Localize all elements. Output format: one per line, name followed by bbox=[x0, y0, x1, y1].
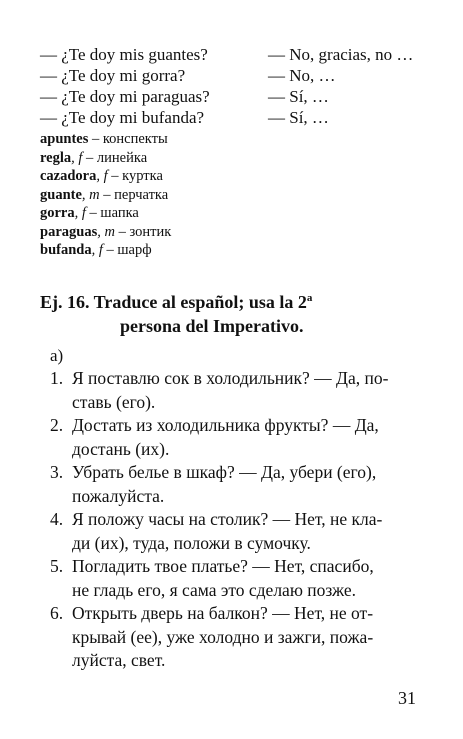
vocabulary-gender: , f bbox=[96, 168, 108, 184]
vocabulary-translation: шарф bbox=[117, 242, 152, 258]
item-text bbox=[72, 367, 420, 414]
vocabulary-translation: шапка bbox=[100, 205, 139, 221]
vocabulary-word: regla bbox=[40, 149, 72, 166]
vocabulary-word: guante bbox=[40, 186, 82, 203]
item-number: 1. bbox=[50, 368, 64, 388]
item-text bbox=[72, 461, 420, 508]
item-number: 2. bbox=[50, 415, 64, 435]
vocabulary-dash: – bbox=[82, 149, 97, 166]
item-text-line: Я поставлю сок в холодильник? — Да, по- bbox=[72, 368, 389, 388]
item-text-line: Открыть дверь на балкон? — Нет, не от- bbox=[72, 603, 374, 623]
vocabulary-translation: линейка bbox=[96, 149, 148, 166]
vocabulary-translation: зонтик bbox=[129, 223, 172, 240]
dialog-question: — ¿Te doy mi bufanda? bbox=[40, 108, 205, 127]
item-text bbox=[72, 414, 420, 461]
vocabulary-gender: , f bbox=[71, 149, 83, 166]
item-number: 5. bbox=[50, 556, 64, 576]
vocabulary-list bbox=[40, 130, 340, 260]
vocabulary-entry bbox=[40, 130, 340, 149]
vocabulary-entry bbox=[40, 204, 340, 223]
exercise-item bbox=[50, 555, 420, 602]
item-number: 6. bbox=[50, 603, 64, 623]
exercise-item bbox=[50, 414, 420, 461]
vocabulary-entry bbox=[40, 241, 340, 260]
item-text-line: Убрать белье в шкаф? — Да, убери (его), bbox=[72, 462, 377, 482]
exercise-item bbox=[50, 508, 420, 555]
item-text-line: крывай (ее), уже холодно и зажги, пожа- bbox=[72, 626, 374, 647]
item-text-line: луйста, свет. bbox=[72, 650, 166, 670]
vocabulary-word: paraguas bbox=[40, 223, 98, 240]
vocabulary-gender: , m bbox=[97, 223, 115, 240]
exercise-item bbox=[50, 367, 420, 414]
dialog-block bbox=[40, 44, 450, 128]
item-text bbox=[72, 508, 420, 555]
exercise-title-line1: Ej. 16. Traduce al español; usa la 2 bbox=[40, 292, 307, 312]
dialog-line bbox=[40, 86, 450, 107]
item-text-line: не гладь его, я сама это сделаю позже. bbox=[72, 579, 356, 600]
part-label: а) bbox=[50, 346, 64, 365]
vocabulary-dash: – bbox=[85, 205, 101, 221]
vocabulary-word: bufanda bbox=[40, 242, 92, 258]
dialog-answer: — No, … bbox=[268, 66, 336, 85]
vocabulary-dash: – bbox=[114, 223, 130, 240]
page-number: 31 bbox=[398, 688, 416, 708]
vocabulary-translation: перчатка bbox=[114, 186, 169, 203]
vocabulary-entry bbox=[40, 149, 340, 168]
vocabulary-word: cazadora bbox=[40, 168, 97, 184]
exercise-title-line2: persona del Imperativo. bbox=[120, 316, 304, 336]
vocabulary-word: gorra bbox=[40, 205, 75, 221]
dialog-line bbox=[40, 44, 450, 65]
dialog-question: — ¿Te doy mi paraguas? bbox=[40, 87, 210, 106]
dialog-line bbox=[40, 65, 450, 86]
exercise-item bbox=[50, 461, 420, 508]
vocabulary-entry bbox=[40, 186, 340, 205]
dialog-question: — ¿Te doy mis guantes? bbox=[40, 45, 208, 64]
item-text bbox=[72, 555, 420, 602]
item-text-line: пожалуйста. bbox=[72, 485, 165, 506]
exercise-title-superscript: a bbox=[306, 292, 313, 304]
item-text-line: Я положу часы на столик? — Нет, не кла- bbox=[72, 509, 383, 529]
vocabulary-gender: , m bbox=[81, 186, 100, 203]
vocabulary-translation: куртка bbox=[122, 168, 163, 184]
vocabulary-entry bbox=[40, 223, 340, 242]
item-number: 4. bbox=[50, 509, 64, 529]
item-text-line: Достать из холодильника фрукты? — Да, bbox=[72, 415, 379, 435]
vocabulary-word: apuntes bbox=[40, 131, 89, 147]
item-text-line: ди (их), туда, положи в сумочку. bbox=[72, 532, 311, 553]
exercise-items bbox=[50, 367, 420, 673]
vocabulary-dash: – bbox=[107, 168, 123, 184]
dialog-question: — ¿Te doy mi gorra? bbox=[40, 66, 186, 85]
item-number: 3. bbox=[50, 462, 64, 482]
vocabulary-dash: – bbox=[99, 186, 115, 203]
item-text-line: Погладить твое платье? — Нет, спасибо, bbox=[72, 556, 374, 576]
vocabulary-dash: – bbox=[102, 242, 118, 258]
vocabulary-gender: , f bbox=[91, 242, 103, 258]
item-text-line: достань (их). bbox=[72, 438, 170, 459]
vocabulary-dash: – bbox=[88, 131, 103, 147]
exercise-title bbox=[40, 290, 440, 338]
vocabulary-translation: конспекты bbox=[102, 131, 168, 147]
vocabulary-entry bbox=[40, 167, 340, 186]
vocabulary-gender: , f bbox=[74, 205, 86, 221]
item-text-line: ставь (его). bbox=[72, 391, 156, 412]
dialog-line bbox=[40, 107, 450, 128]
dialog-answer: — Sí, … bbox=[268, 108, 329, 127]
dialog-answer: — Sí, … bbox=[268, 87, 329, 106]
dialog-answer: — No, gracias, no … bbox=[268, 45, 414, 64]
item-text bbox=[72, 602, 420, 673]
exercise-item bbox=[50, 602, 420, 673]
